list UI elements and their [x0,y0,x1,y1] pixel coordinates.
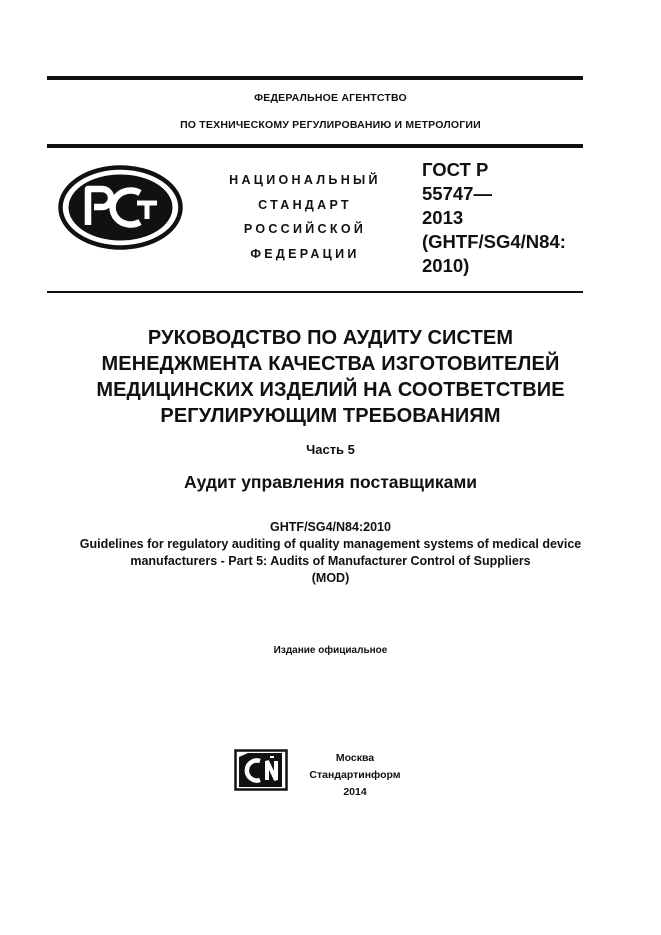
agency-line-1: ФЕДЕРАЛЬНОЕ АГЕНТСТВО [254,92,407,104]
standartinform-logo [234,749,288,796]
part-number: Часть 5 [306,442,355,457]
agency-line-2: ПО ТЕХНИЧЕСКОМУ РЕГУЛИРОВАНИЮ И МЕТРОЛОГИИ [180,119,481,131]
publisher-year: 2014 [343,786,367,798]
title-line: МЕДИЦИНСКИХ ИЗДЕЛИЙ НА СООТВЕТСТВИЕ [96,379,565,401]
publisher-name: Стандартинформ [309,769,401,781]
document-title [0,325,661,429]
standard-rule [47,291,583,293]
top-rule [47,76,583,80]
national-standard-label [215,168,395,266]
part-subtitle: Аудит управления поставщиками [183,472,478,492]
english-title [0,519,661,587]
national-line: НАЦИОНАЛЬНЫЙ [229,173,381,187]
designation-line: 2013 [422,207,464,228]
title-line: РЕГУЛИРУЮЩИМ ТРЕБОВАНИЯМ [160,405,501,427]
english-mod: (MOD) [311,571,350,585]
english-line-2: manufacturers - Part 5: Audits of Manufacturer Control of Suppliers [130,554,531,568]
english-code: GHTF/SG4/N84:2010 [270,520,391,534]
national-line: ФЕДЕРАЦИИ [250,246,360,261]
national-line: СТАНДАРТ [258,197,352,212]
edition-label: Издание официальное [273,645,388,656]
designation-line: (GHTF/SG4/N84: [422,231,566,252]
title-line: МЕНЕДЖМЕНТА КАЧЕСТВА ИЗГОТОВИТЕЛЕЙ [101,353,560,375]
national-line: РОССИЙСКОЙ [243,222,367,236]
english-line-1: Guidelines for regulatory auditing of quality management systems of medical device [79,537,582,551]
agency-rule [47,144,583,148]
gost-designation [422,158,566,278]
publisher-city: Москва [335,752,375,764]
title-line: РУКОВОДСТВО ПО АУДИТУ СИСТЕМ [147,327,514,349]
designation-line: ГОСТ Р [422,159,489,180]
rst-logo [58,165,183,255]
publisher-block [300,750,410,801]
designation-line: 55747— [422,183,492,204]
designation-line: 2010) [422,255,470,276]
